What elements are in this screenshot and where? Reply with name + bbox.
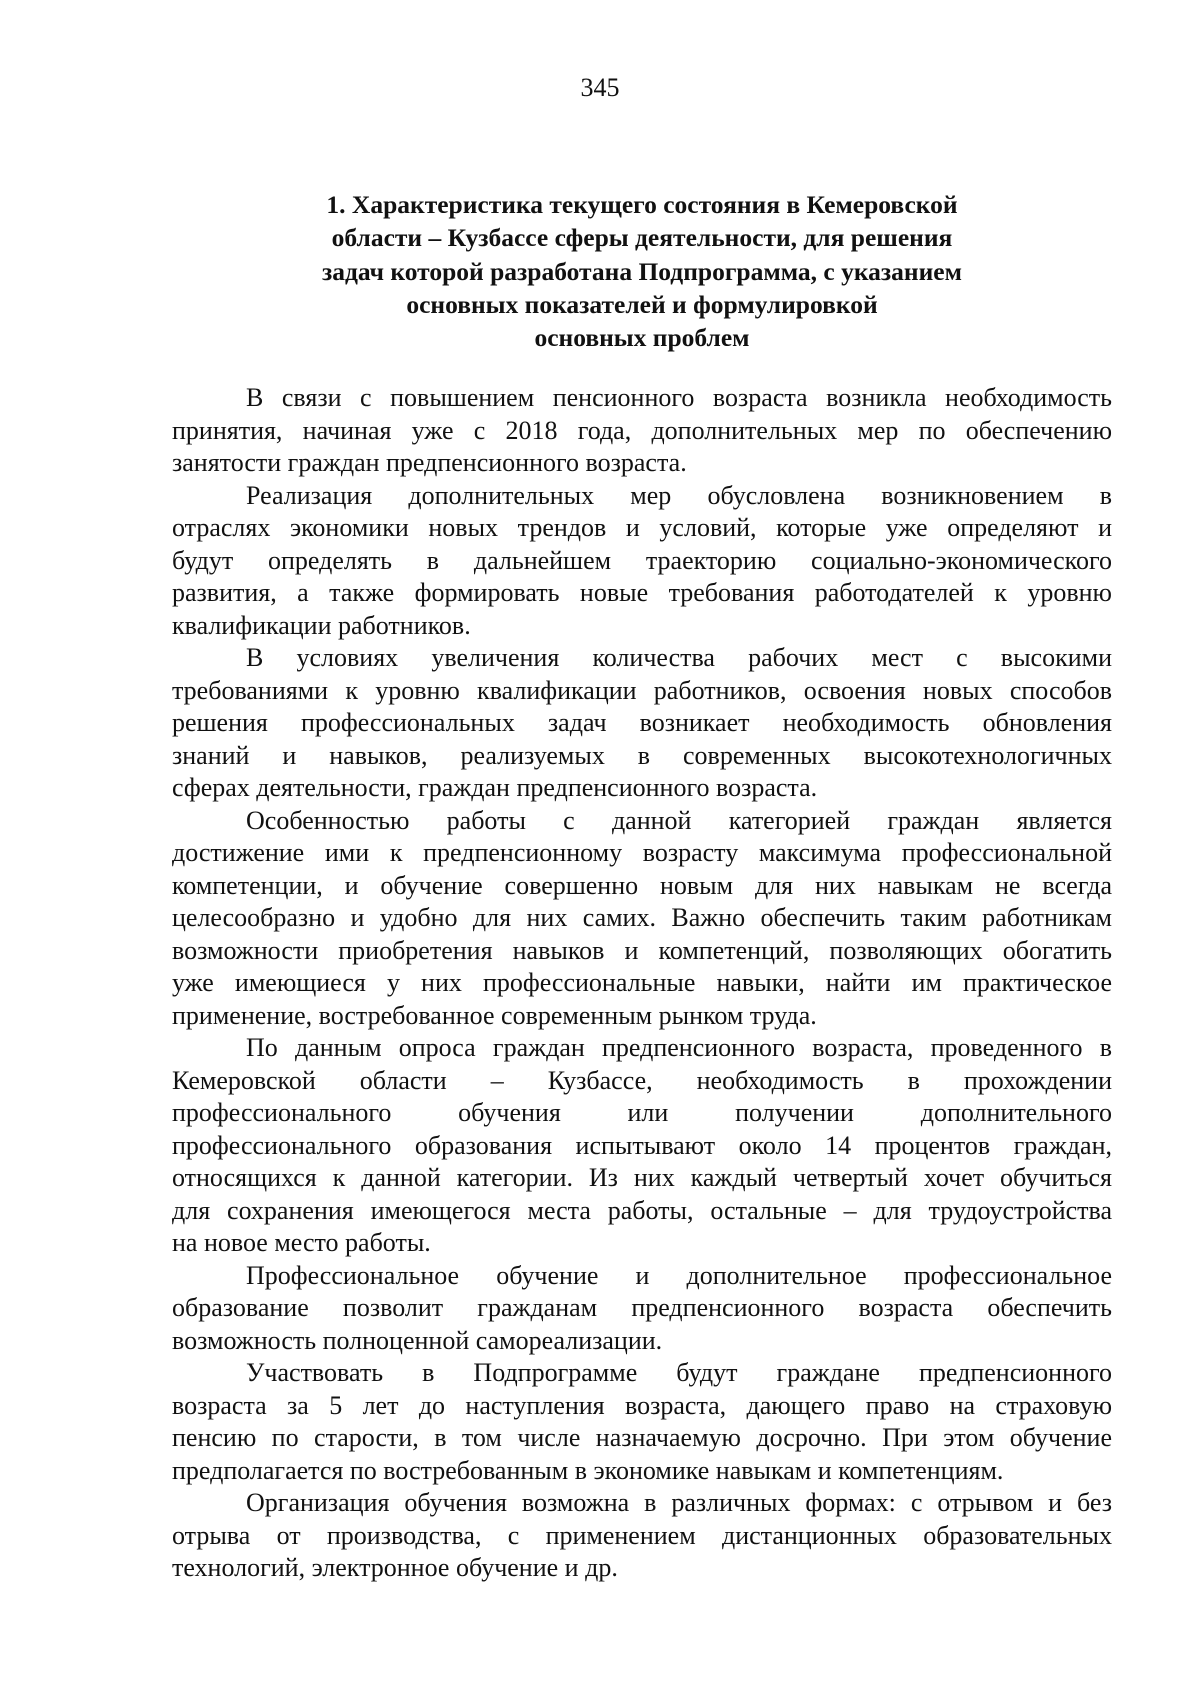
heading-line: области – Кузбассе сферы деятельности, для решения bbox=[331, 223, 953, 253]
text-line: возможность полноценной самореализации. bbox=[172, 1325, 663, 1355]
text-line: возраста за 5 лет до наступления возраста, дающего право на страховую bbox=[172, 1390, 1112, 1420]
heading-line: 1. Характеристика текущего состояния в Кемеровской bbox=[326, 190, 958, 219]
text-line: занятости граждан предпенсионного возраста. bbox=[172, 448, 687, 477]
text-line: возможности приобретения навыков и компетенций, позволяющих обогатить bbox=[172, 935, 1112, 965]
text-line: Участвовать в Подпрограмме будут граждане предпенсионного bbox=[246, 1358, 1112, 1387]
text-line: применение, востребованное современным рынком труда. bbox=[172, 1000, 817, 1030]
page-number: 345 bbox=[580, 73, 620, 102]
text-line: требованиями к уровню квалификации работников, освоения новых способов bbox=[172, 675, 1112, 705]
text-line: По данным опроса граждан предпенсионного возраста, проведенного в bbox=[246, 1033, 1112, 1062]
text-line: будут определять в дальнейшем траекторию социально-экономического bbox=[172, 545, 1112, 575]
text-line: компетенции, и обучение совершенно новым для них навыкам не всегда bbox=[172, 870, 1112, 900]
text-line: технологий, электронное обучение и др. bbox=[172, 1553, 618, 1582]
body-text bbox=[172, 382, 1112, 1585]
text-line: В связи с повышением пенсионного возраста возникла необходимость bbox=[246, 383, 1112, 412]
heading-line: основных проблем bbox=[534, 323, 750, 353]
text-line: относящихся к данной категории. Из них каждый четвертый хочет обучиться bbox=[172, 1163, 1112, 1192]
text-line: развития, а также формировать новые требования работодателей к уровню bbox=[172, 578, 1112, 607]
text-line: пенсию по старости, в том числе назначаемую досрочно. При этом обучение bbox=[172, 1423, 1112, 1452]
text-line: профессионального образования испытывают около 14 процентов граждан, bbox=[172, 1130, 1112, 1160]
text-line: Организация обучения возможна в различных формах: с отрывом и без bbox=[246, 1488, 1112, 1517]
text-line: квалификации работников. bbox=[172, 610, 471, 640]
text-line: Профессиональное обучение и дополнительное профессиональное bbox=[246, 1260, 1112, 1290]
heading-line: задач которой разработана Подпрограмма, с указанием bbox=[322, 256, 962, 286]
text-line: уже имеющиеся у них профессиональные навыки, найти им практическое bbox=[172, 968, 1112, 997]
text-line: образование позволит гражданам предпенсионного возраста обеспечить bbox=[172, 1293, 1112, 1322]
text-line: решения профессиональных задач возникает необходимость обновления bbox=[172, 708, 1112, 737]
text-line: Особенностью работы с данной категорией граждан является bbox=[246, 805, 1112, 835]
text-line: Кемеровской области – Кузбассе, необходимость в прохождении bbox=[172, 1065, 1112, 1095]
text-line: отрыва от производства, с применением дистанционных образовательных bbox=[172, 1520, 1112, 1550]
text-line: профессионального обучения или получении дополнительного bbox=[172, 1098, 1112, 1127]
text-line: Реализация дополнительных мер обусловлена возникновением в bbox=[246, 480, 1112, 510]
text-line: целесообразно и удобно для них самих. Важно обеспечить таким работникам bbox=[172, 903, 1112, 932]
text-line: предполагается по востребованным в экономике навыкам и компетенциям. bbox=[172, 1455, 1004, 1485]
text-line: для сохранения имеющегося места работы, остальные – для трудоустройства bbox=[172, 1195, 1112, 1225]
heading-line: основных показателей и формулировкой bbox=[406, 289, 878, 319]
section-heading bbox=[172, 188, 1112, 354]
text-line: отраслях экономики новых трендов и условий, которые уже определяют и bbox=[172, 513, 1112, 542]
text-line: В условиях увеличения количества рабочих мест с высокими bbox=[246, 643, 1112, 672]
text-line: сферах деятельности, граждан предпенсионного возраста. bbox=[172, 773, 818, 802]
text-line: знаний и навыков, реализуемых в современных высокотехнологичных bbox=[172, 740, 1112, 770]
text-line: достижение ими к предпенсионному возрасту максимума профессиональной bbox=[172, 838, 1112, 867]
text-line: на новое место работы. bbox=[172, 1228, 431, 1257]
text-line: принятия, начиная уже с 2018 года, дополнительных мер по обеспечению bbox=[172, 415, 1112, 445]
